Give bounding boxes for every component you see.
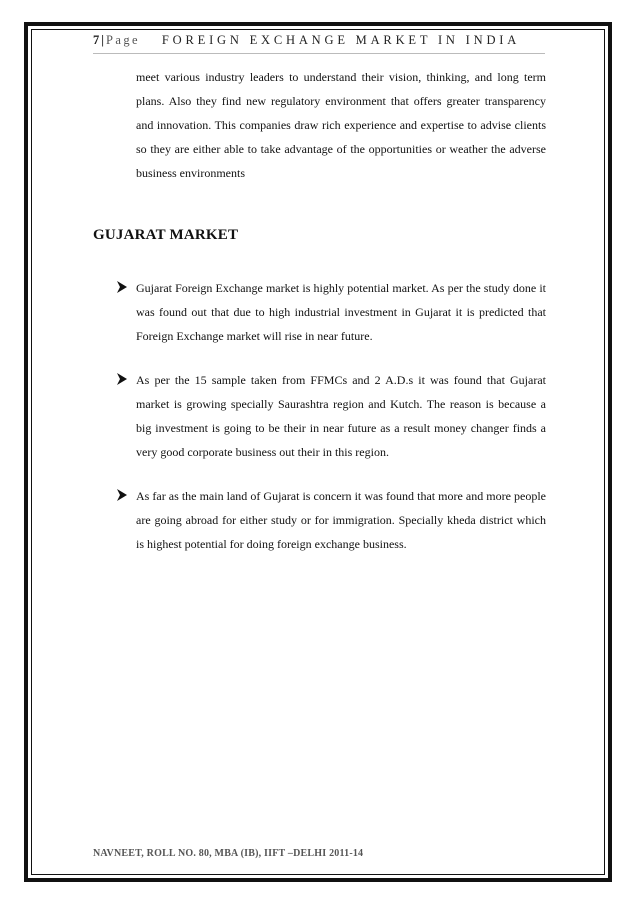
page-footer: NAVNEET, ROLL NO. 80, MBA (IB), IIFT –DELHI 2011-14 xyxy=(93,848,364,859)
bullet-text: As per the 15 sample taken from FFMCs and 2 A.D.s it was found that Gujarat market is growing specially Saurashtra region and Kutch. The reason is because a big investment is going to be their in near future as a result money changer finds a very good corporate business out their in this region. xyxy=(136,373,546,459)
intro-paragraph: meet various industry leaders to understand their vision, thinking, and long term plans. Also they find new regulatory environment that offers greater transparency and innovation. This companies draw rich experience and expertise to advise clients so they are either able to take advantage of the opportunities or weather the adverse business environments xyxy=(136,70,546,180)
arrow-bullet-icon xyxy=(117,281,127,293)
header-rule xyxy=(93,53,545,54)
arrow-bullet-icon xyxy=(117,489,127,501)
bullet-text: As far as the main land of Gujarat is concern it was found that more and more people are going abroad for either study or for immigration. Specially kheda district which is highest potential for doing foreign exchange business. xyxy=(136,489,546,551)
page-number: 7 xyxy=(93,33,100,47)
header-separator: | xyxy=(101,33,105,47)
page-label: Page xyxy=(106,33,140,47)
bullet-text: Gujarat Foreign Exchange market is highly potential market. As per the study done it was found out that due to high industrial investment in Gujarat it is predicted that Foreign Exchange market will rise in near future. xyxy=(136,281,546,343)
header-title: FOREIGN EXCHANGE MARKET IN INDIA xyxy=(161,33,521,47)
section-heading: GUJARAT MARKET xyxy=(93,227,239,243)
arrow-bullet-icon xyxy=(117,373,127,385)
page-header xyxy=(93,33,545,48)
